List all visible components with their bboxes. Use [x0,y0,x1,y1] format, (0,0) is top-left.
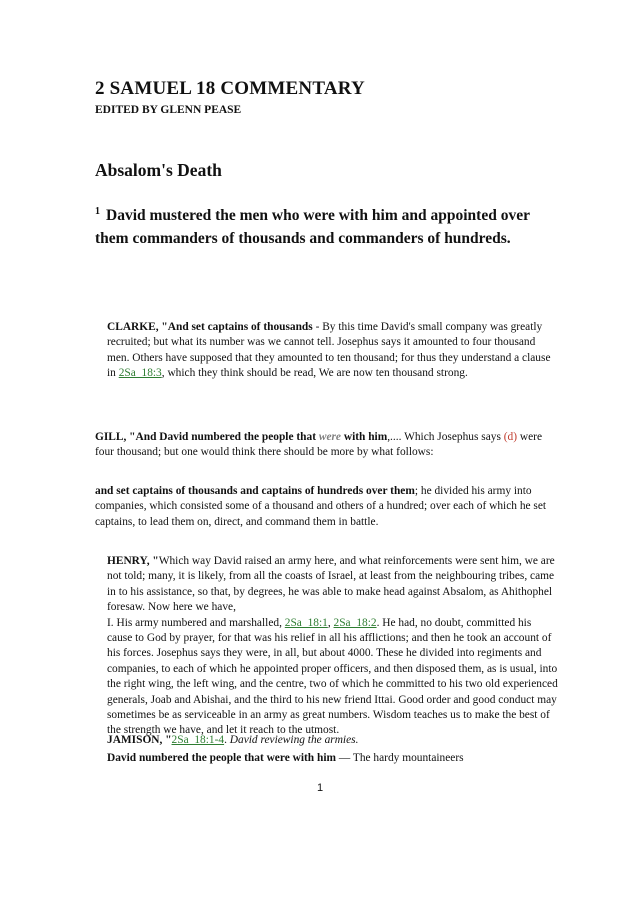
gill-lead-3: and set captains of thousands and captains of hundreds over them [95,485,415,497]
jamison-lead-2: David numbered the people that were with him [107,752,336,764]
henry-commentary [95,554,559,739]
gill-text-3: ; he divided his army into companies, which consisted some of a thousand and others of a hundred; over each of which he set captains, to lead them on, direct, and command them in battle. [95,485,547,528]
gill-text-1: ,.... Which Josephus says [387,431,504,443]
jamison-lead: JAMISON, " [107,734,172,746]
scripture-link[interactable]: 2Sa_18:1-4 [171,734,225,746]
clarke-text-2: , which they think should be read, We are now ten thousand strong. [161,367,468,380]
document-title: 2 SAMUEL 18 COMMENTARY [95,78,365,99]
page-number: 1 [316,782,324,794]
gill-lead-2: with him [341,431,388,443]
scripture-link[interactable]: 2Sa_18:1 [284,616,328,629]
henry-text-3: . He had, no doubt, committed his cause to God by prayer, for that was his relief in all his afflictions; and then he took an account of his forces. Josephus says they were, in all, but about 4000. These he divided into regiments and companies, to each of which he appointed proper officers, and then disposed them, as is usual, into the right wing, the left wing, and the centre, two of which he committed to his two old experienced generals, Joab and Abishai, and the third to his new friend Ittai. Good order and good conduct may sometimes be as serviceable in an army as great numbers. Wisdom teaches us to make the best of the strength we have, and let it reach to the utmost. [107,616,558,737]
gill-lead: GILL, "And David numbered the people that [95,431,319,443]
link-separator: , [327,616,334,629]
verse-1 [95,200,545,250]
jamison-commentary [95,733,559,748]
scripture-link[interactable]: 2Sa_18:2 [333,616,377,629]
footnote-link[interactable]: (d) [503,431,518,443]
verse-number: 1 [95,206,100,217]
gill-supplied-word: were [318,431,341,443]
henry-lead: HENRY, " [107,555,159,567]
henry-text-1: Which way David raised an army here, and what reinforcements were sent him, we are not told; many, it is likely, from all the coasts of Israel, at least from the neighbouring tribes, came in to his assistance, so that, by degrees, he was able to make head against Absalom, as Ahithophel foresaw. Now here we have, [107,555,555,614]
jamison-text-1: . [224,734,230,746]
clarke-text-1: - By this time David's small company was greatly recruited; but what its number was we cannot tell. Josephus says it amounted to four thousand men. Others have supposed that they amounted to ten thousand; for thus they understand a clause in [107,321,551,380]
henry-paragraph-2 [107,616,559,739]
jamison-text-2: — The hardy mountaineers [335,752,464,764]
clarke-lead: CLARKE, "And set captains of thousands [107,321,313,333]
clarke-commentary [95,320,559,382]
henry-paragraph-1 [107,554,559,616]
gill-commentary-2 [95,484,547,530]
document-editor: EDITED BY GLENN PEASE [95,104,242,116]
scripture-link[interactable]: 2Sa_18:3 [118,367,162,380]
jamison-italic: David reviewing the armies. [229,734,359,746]
jamison-commentary-2 [95,751,559,766]
section-title: Absalom's Death [95,160,222,180]
gill-commentary [95,430,547,461]
verse-text: David mustered the men who were with him and appointed over them commanders of thousands and commanders of hundreds. [95,207,530,247]
henry-text-2: I. His army numbered and marshalled, [107,616,285,629]
gill-text-2: were four thousand; but one would think there should be more by what follows: [95,431,543,459]
